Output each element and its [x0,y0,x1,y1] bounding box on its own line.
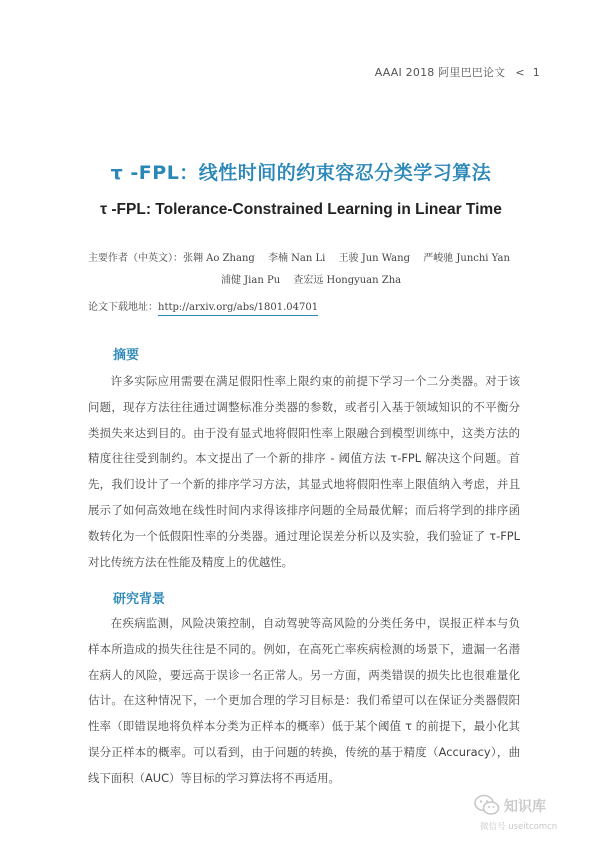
author-name: 查宏远 Hongyuan Zha [293,275,402,286]
paper-link-label: 论文下载地址： [88,302,158,313]
author-name: 李楠 Nan Li [267,253,326,264]
paper-download-link[interactable]: http://arxiv.org/abs/1801.04701 [158,302,318,316]
section-title-abstract: 摘要 [113,348,140,363]
authors-label: 主要作者（中英文）： [88,253,183,264]
wechat-icon [474,794,500,816]
paper-title-english: τ -FPL: Tolerance-Constrained Learning in Linear Time [100,201,502,218]
paper-title-chinese: τ -FPL：线性时间的约束容忍分类学习算法 [110,162,492,184]
header-separator: < [515,66,525,79]
section-title-background: 研究背景 [113,592,166,607]
watermark-brand: 知识库 [504,799,546,815]
background-paragraph: 在疾病监测，风险决策控制，自动驾驶等高风险的分类任务中，误报正样本与负样本所造成的损失往往是不同的。例如，在高死亡率疾病检测的场景下，遗漏一名潜在病人的风险，要远高于误诊一名正常人。另一方面，两类错误的损失比也很难量化估计。在这种情况下，一个更加合理的学习目标是：我们希望可以在保证分类器假阳性率（即错误地将负样本分类为正样本的概率）低于某个阈值 τ 的前提下，最小化其误分正样本的概率。可以看到，由于问题的转换，传统的基于精度（Accuracy），曲线下面积（AUC）等目标的学习算法将不再适用。 [88,616,520,785]
abstract-paragraph: 许多实际应用需要在满足假阳性率上限约束的前提下学习一个二分类器。对于该问题，现存方法往往通过调整标准分类器的参数，或者引入基于领域知识的不平衡分类损失来达到目的。由于没有显式地将假阳性率上限融合到模型训练中，这类方法的精度往往受到制约。本文提出了一个新的排序 - 阈值方法 τ-FPL 解决这个问题。首先，我们设计了一个新的排序学习方法，其显式地将假阳性率上限值纳入考虑，并且展示了如何高效地在线性时间内求得该排序问题的全局最优解；而后将学到的排序函数转化为一个低假阳性率的分类器。通过理论误差分析以及实验，我们验证了 τ-FPL 对比传统方法在性能及精度上的优越性。 [88,374,520,569]
author-name: 浦健 Jian Pu [221,275,281,286]
paper-download-line [88,298,318,313]
watermark [474,792,584,836]
page-number: 1 [532,66,540,79]
page-header [375,64,540,80]
authors-block [88,248,548,292]
author-name: 王骏 Jun Wang [338,253,410,264]
authors-row-1 [88,248,548,270]
watermark-subtext: 微信号 useitcomcn [480,822,558,832]
authors-row-2 [88,270,548,292]
author-name: 严峻驰 Junchi Yan [423,253,510,264]
header-text: AAAI 2018 阿里巴巴论文 [374,66,506,79]
author-name: 张翱 Ao Zhang [183,253,255,264]
